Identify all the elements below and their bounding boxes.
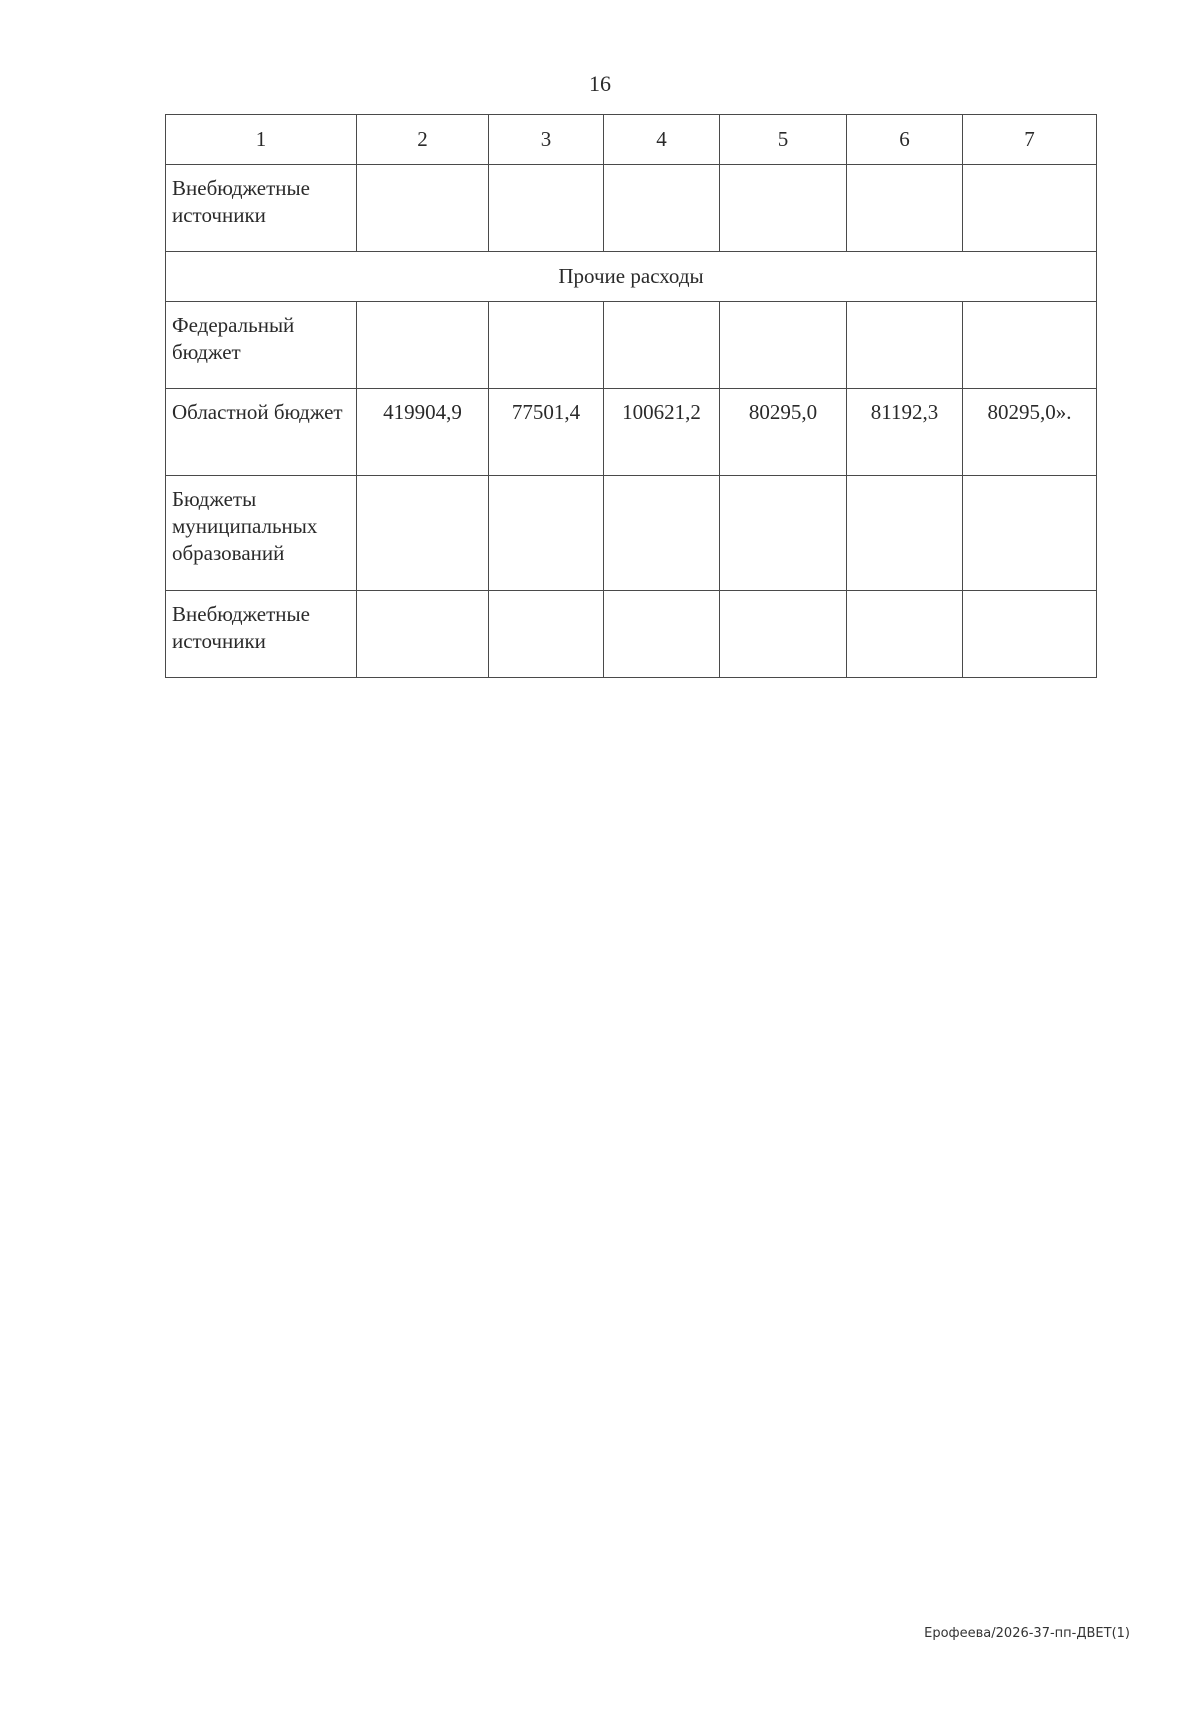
column-number: 5 — [720, 115, 847, 165]
table-cell — [963, 302, 1097, 389]
document-reference: Ерофеева/2026-37-пп-ДВЕТ(1) — [924, 1626, 1130, 1641]
table-row — [166, 302, 1097, 389]
table-cell: 419904,9 — [357, 389, 489, 476]
table-cell — [357, 591, 489, 678]
table-cell — [720, 165, 847, 252]
table-cell — [963, 591, 1097, 678]
table-row — [166, 389, 1097, 476]
column-number: 1 — [166, 115, 357, 165]
table-cell — [489, 302, 604, 389]
column-number: 2 — [357, 115, 489, 165]
table-cell: 77501,4 — [489, 389, 604, 476]
table-cell: 100621,2 — [604, 389, 720, 476]
table-cell — [963, 476, 1097, 591]
row-label: Внебюджетные источники — [166, 591, 357, 678]
row-label: Областной бюджет — [166, 389, 357, 476]
table-row — [166, 476, 1097, 591]
table-cell — [357, 476, 489, 591]
table-cell — [489, 165, 604, 252]
table-cell — [604, 591, 720, 678]
table-cell — [847, 165, 963, 252]
table-header-row — [166, 115, 1097, 165]
table-cell — [720, 302, 847, 389]
budget-table — [165, 114, 1097, 678]
table-cell — [847, 591, 963, 678]
row-label: Федеральный бюджет — [166, 302, 357, 389]
section-header-row — [166, 252, 1097, 302]
table-row — [166, 591, 1097, 678]
row-label: Внебюджетные источники — [166, 165, 357, 252]
table-cell — [604, 302, 720, 389]
table-cell — [489, 591, 604, 678]
table-cell — [963, 165, 1097, 252]
table-cell: 80295,0 — [720, 389, 847, 476]
table-cell — [847, 476, 963, 591]
table-cell — [720, 591, 847, 678]
table-cell: 80295,0». — [963, 389, 1097, 476]
row-label: Бюджеты муниципальных образований — [166, 476, 357, 591]
column-number: 6 — [847, 115, 963, 165]
table-cell — [720, 476, 847, 591]
column-number: 3 — [489, 115, 604, 165]
table-cell — [489, 476, 604, 591]
column-number: 7 — [963, 115, 1097, 165]
table-cell: 81192,3 — [847, 389, 963, 476]
table-cell — [604, 476, 720, 591]
table-cell — [357, 302, 489, 389]
column-number: 4 — [604, 115, 720, 165]
table-row — [166, 165, 1097, 252]
page-number: 16 — [589, 71, 611, 96]
section-title: Прочие расходы — [166, 252, 1097, 302]
table-cell — [847, 302, 963, 389]
table-cell — [357, 165, 489, 252]
table-cell — [604, 165, 720, 252]
